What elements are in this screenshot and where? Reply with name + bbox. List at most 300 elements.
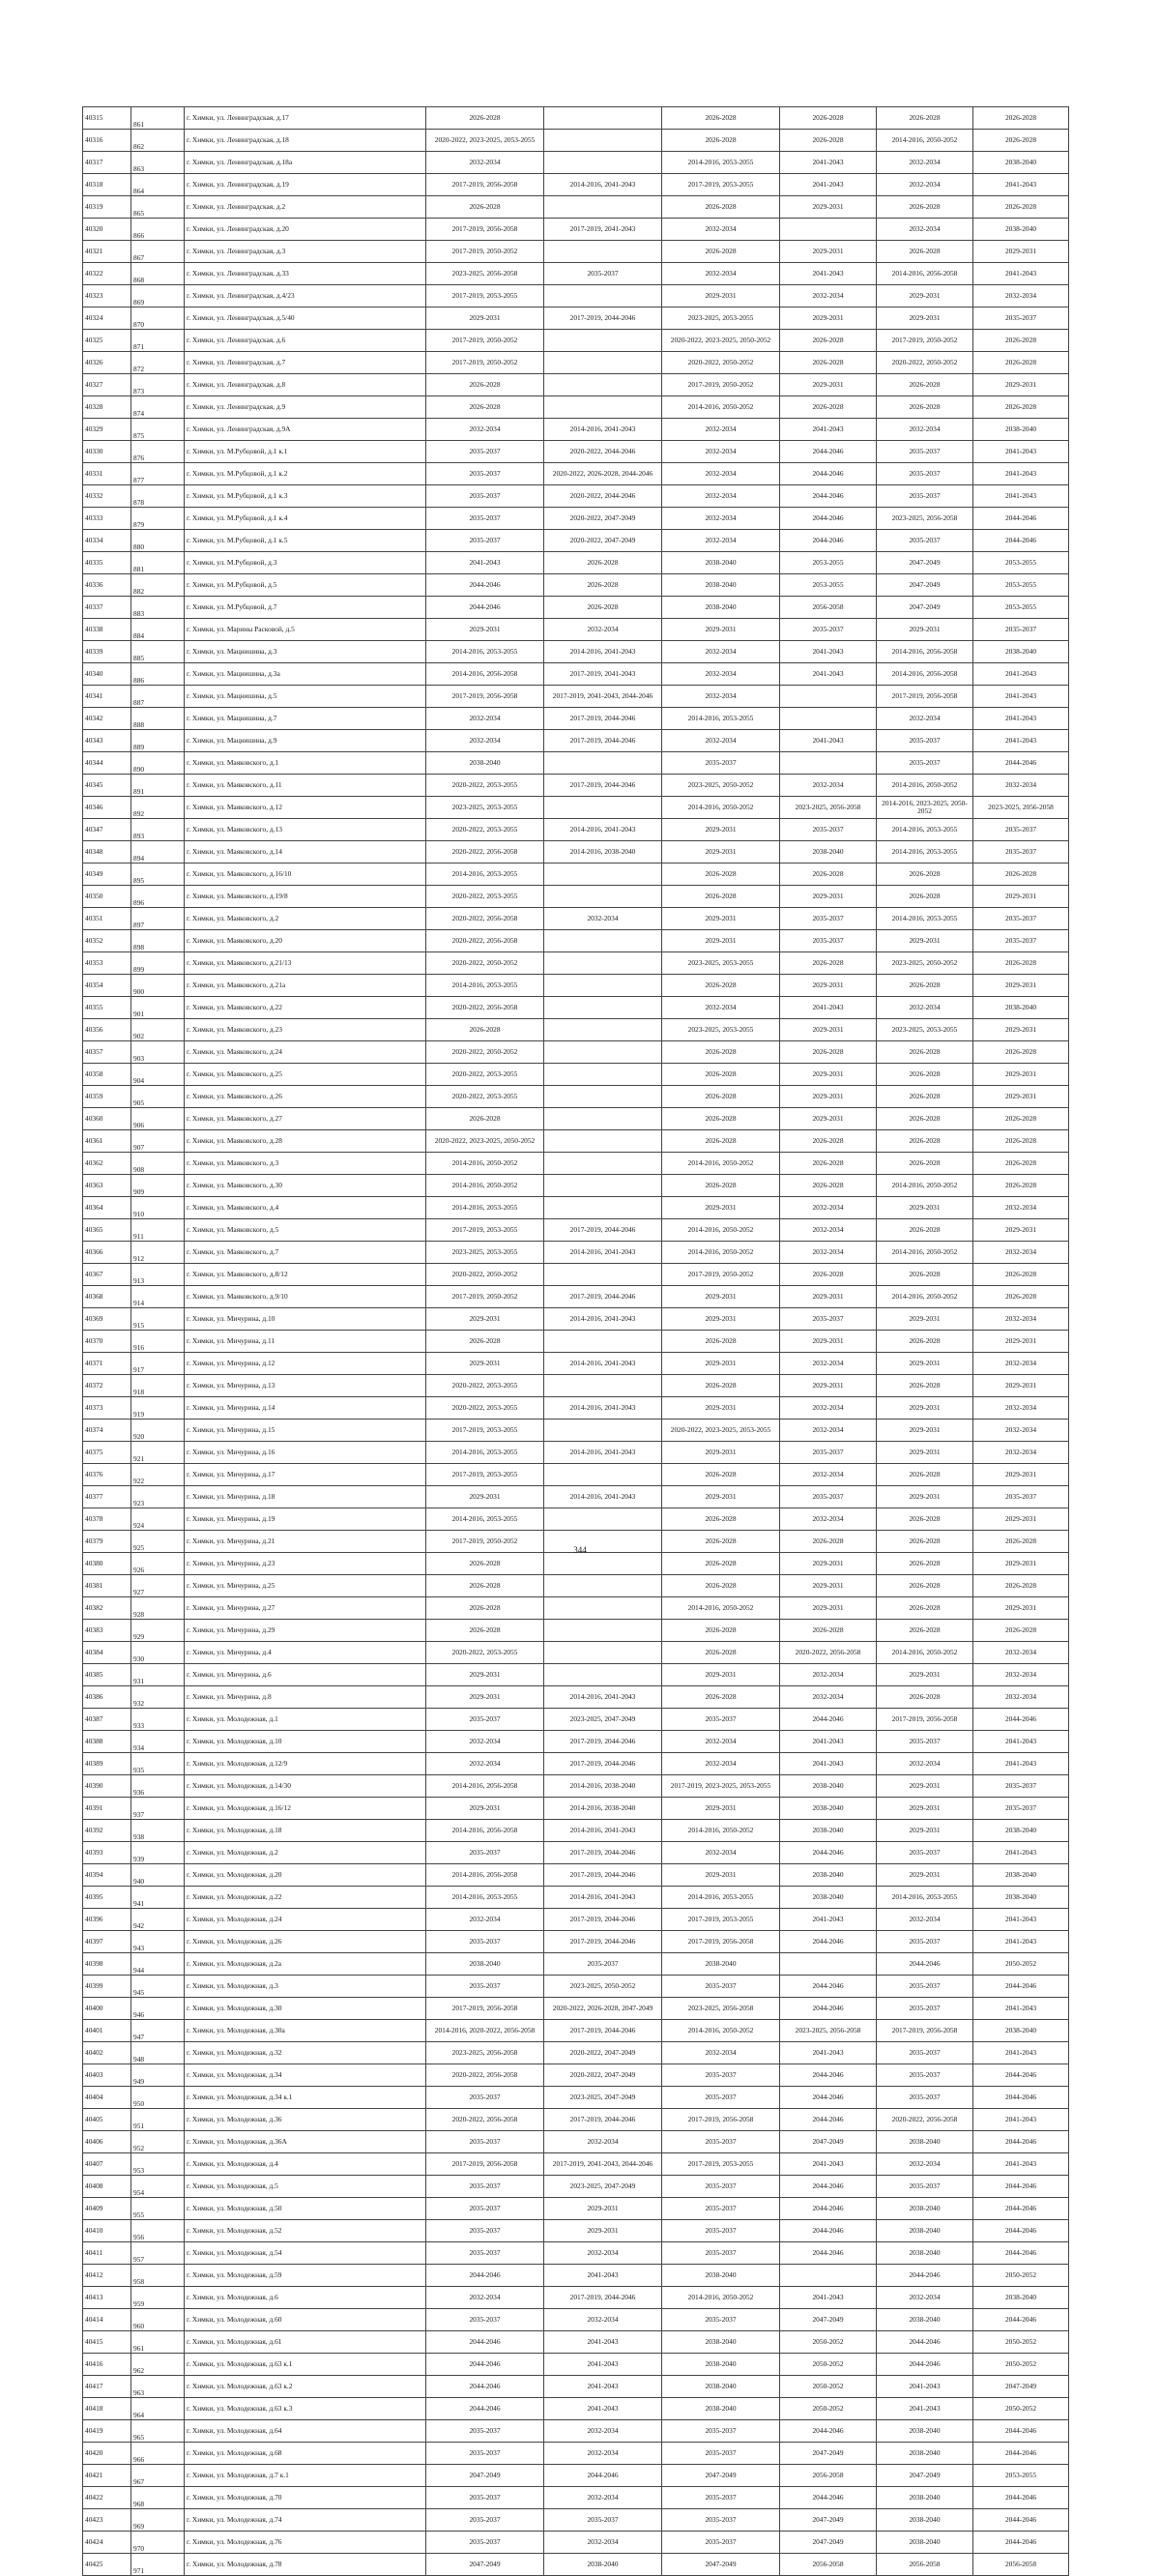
period-col-9-cell: 2032-2034 (973, 1686, 1069, 1709)
period-col-8-cell: 2035-2037 (877, 2087, 973, 2109)
period-col-8-cell: 2044-2046 (877, 2331, 973, 2354)
row-number-cell: 40394 (83, 1864, 131, 1887)
period-col-6-cell: 2032-2034 (662, 641, 780, 663)
period-col-7-cell: 2044-2046 (780, 1709, 877, 1731)
period-col-7-cell (780, 686, 877, 708)
period-col-8-cell: 2032-2034 (877, 1753, 973, 1775)
house-code-cell: 931 (131, 1664, 185, 1686)
period-col-9-cell: 2032-2034 (973, 1420, 1069, 1442)
period-col-6-cell: 2026-2028 (662, 1620, 780, 1642)
table-row (83, 1798, 1069, 1820)
period-col-7-cell: 2032-2034 (780, 1197, 877, 1219)
row-number-cell: 40323 (83, 285, 131, 307)
period-col-4-cell: 2032-2034 (426, 419, 544, 441)
period-col-4-cell: 2017-2019, 2050-2052 (426, 330, 544, 352)
table-row (83, 419, 1069, 441)
period-col-6-cell: 2014-2016, 2050-2052 (662, 797, 780, 819)
table-row (83, 1575, 1069, 1597)
period-col-7-cell (780, 219, 877, 241)
period-col-6-cell: 2023-2025, 2053-2055 (662, 1019, 780, 1041)
period-col-8-cell: 2014-2016, 2053-2055 (877, 841, 973, 864)
address-cell: г. Химки, ул. Ленинградская, д.7 (185, 352, 426, 374)
row-number-cell: 40402 (83, 2042, 131, 2064)
house-code-cell: 881 (131, 552, 185, 574)
period-col-4-cell: 2044-2046 (426, 597, 544, 619)
period-col-5-cell: 2014-2016, 2041-2043 (544, 641, 662, 663)
row-number-cell: 40372 (83, 1375, 131, 1397)
house-code-cell: 914 (131, 1286, 185, 1308)
period-col-5-cell: 2032-2034 (544, 2420, 662, 2443)
house-code-cell: 929 (131, 1620, 185, 1642)
period-col-7-cell: 2029-2031 (780, 1597, 877, 1620)
period-col-5-cell (544, 1197, 662, 1219)
row-number-cell: 40364 (83, 1197, 131, 1219)
period-col-4-cell: 2017-2019, 2050-2052 (426, 1531, 544, 1553)
period-col-7-cell: 2044-2046 (780, 485, 877, 508)
period-col-6-cell: 2014-2016, 2053-2055 (662, 1887, 780, 1909)
period-col-6-cell: 2014-2016, 2050-2052 (662, 1153, 780, 1175)
address-cell: г. Химки, ул. Молодежная, д.2 (185, 1842, 426, 1864)
row-number-cell: 40366 (83, 1242, 131, 1264)
period-col-5-cell (544, 1575, 662, 1597)
row-number-cell: 40397 (83, 1931, 131, 1953)
period-col-6-cell: 2029-2031 (662, 1308, 780, 1331)
address-cell: г. Химки, ул. Ленинградская, д.20 (185, 219, 426, 241)
address-cell: г. Химки, ул. Маяковского, д.27 (185, 1108, 426, 1130)
period-col-7-cell: 2044-2046 (780, 2487, 877, 2509)
period-col-8-cell: 2035-2037 (877, 2042, 973, 2064)
table-row (83, 730, 1069, 752)
period-col-9-cell: 2032-2034 (973, 1442, 1069, 1464)
house-code-cell: 917 (131, 1353, 185, 1375)
period-col-5-cell: 2032-2034 (544, 2131, 662, 2153)
address-cell: г. Химки, ул. Мичурина, д.23 (185, 1553, 426, 1575)
row-number-cell: 40395 (83, 1887, 131, 1909)
table-row (83, 1820, 1069, 1842)
address-cell: г. Химки, ул. Ленинградская, д.18 (185, 130, 426, 152)
period-col-4-cell: 2029-2031 (426, 307, 544, 330)
period-col-7-cell: 2047-2049 (780, 2443, 877, 2465)
table-row (83, 2309, 1069, 2331)
period-col-6-cell: 2035-2037 (662, 2487, 780, 2509)
period-col-9-cell: 2032-2034 (973, 1353, 1069, 1375)
address-cell: г. Химки, ул. Марины Расковой, д.5 (185, 619, 426, 641)
table-row (83, 641, 1069, 663)
address-cell: г. Химки, ул. Маяковского, д.7 (185, 1242, 426, 1264)
row-number-cell: 40382 (83, 1597, 131, 1620)
period-col-8-cell: 2026-2028 (877, 1575, 973, 1597)
period-col-9-cell: 2053-2055 (973, 2465, 1069, 2487)
row-number-cell: 40388 (83, 1731, 131, 1753)
period-col-6-cell: 2032-2034 (662, 419, 780, 441)
address-cell: г. Химки, ул. Молодежная, д.7 к.1 (185, 2465, 426, 2487)
period-col-6-cell: 2035-2037 (662, 2198, 780, 2220)
period-col-7-cell: 2029-2031 (780, 1553, 877, 1575)
period-col-6-cell: 2026-2028 (662, 1464, 780, 1486)
period-col-8-cell: 2038-2040 (877, 2443, 973, 2465)
table-row (83, 819, 1069, 841)
row-number-cell: 40378 (83, 1508, 131, 1531)
address-cell: г. Химки, ул. Молодежная, д.30а (185, 2020, 426, 2042)
period-col-7-cell: 2044-2046 (780, 1842, 877, 1864)
period-col-4-cell: 2035-2037 (426, 2443, 544, 2465)
period-col-7-cell: 2044-2046 (780, 441, 877, 463)
table-row (83, 1620, 1069, 1642)
period-col-5-cell: 2032-2034 (544, 2532, 662, 2554)
address-cell: г. Химки, ул. Мичурина, д.25 (185, 1575, 426, 1597)
table-row (83, 1153, 1069, 1175)
period-col-5-cell (544, 1642, 662, 1664)
period-col-9-cell: 2041-2043 (973, 730, 1069, 752)
period-col-7-cell: 2026-2028 (780, 352, 877, 374)
period-col-8-cell: 2014-2016, 2053-2055 (877, 908, 973, 930)
period-col-8-cell: 2041-2043 (877, 2376, 973, 2398)
period-col-8-cell: 2017-2019, 2050-2052 (877, 330, 973, 352)
row-number-cell: 40406 (83, 2131, 131, 2153)
house-code-cell: 875 (131, 419, 185, 441)
period-col-4-cell: 2029-2031 (426, 1308, 544, 1331)
period-col-5-cell (544, 1019, 662, 1041)
address-cell: г. Химки, ул. М.Рубцовой, д.5 (185, 574, 426, 597)
table-row (83, 2420, 1069, 2443)
table-row (83, 2198, 1069, 2220)
period-col-7-cell: 2026-2028 (780, 130, 877, 152)
table-row (83, 2554, 1069, 2576)
table-row (83, 530, 1069, 552)
period-col-6-cell: 2029-2031 (662, 1486, 780, 1508)
period-col-7-cell: 2026-2028 (780, 1264, 877, 1286)
table-row (83, 2042, 1069, 2064)
address-cell: г. Химки, ул. Маяковского, д.21/13 (185, 952, 426, 975)
period-col-6-cell: 2029-2031 (662, 841, 780, 864)
period-col-9-cell: 2026-2028 (973, 396, 1069, 419)
table-row (83, 352, 1069, 374)
period-col-4-cell: 2035-2037 (426, 530, 544, 552)
address-cell: г. Химки, ул. Молодежная, д.63 к.3 (185, 2398, 426, 2420)
period-col-9-cell: 2029-2031 (973, 1375, 1069, 1397)
period-col-9-cell: 2032-2034 (973, 1308, 1069, 1331)
period-col-9-cell: 2032-2034 (973, 1642, 1069, 1664)
period-col-6-cell: 2014-2016, 2050-2052 (662, 1219, 780, 1242)
address-cell: г. Химки, ул. Маяковского, д.5 (185, 1219, 426, 1242)
house-code-cell: 884 (131, 619, 185, 641)
address-cell: г. Химки, ул. Молодежная, д.76 (185, 2532, 426, 2554)
address-cell: г. Химки, ул. Молодежная, д.18 (185, 1820, 426, 1842)
period-col-8-cell: 2026-2028 (877, 975, 973, 997)
period-col-8-cell: 2029-2031 (877, 1486, 973, 1508)
row-number-cell: 40379 (83, 1531, 131, 1553)
house-code-cell: 951 (131, 2109, 185, 2131)
page-number: 344 (573, 1545, 587, 1555)
period-col-6-cell: 2026-2028 (662, 1064, 780, 1086)
period-col-4-cell: 2014-2016, 2050-2052 (426, 1153, 544, 1175)
period-col-7-cell: 2044-2046 (780, 2242, 877, 2265)
period-col-9-cell: 2038-2040 (973, 419, 1069, 441)
period-col-6-cell: 2017-2019, 2053-2055 (662, 2153, 780, 2176)
table-row (83, 686, 1069, 708)
period-col-7-cell: 2020-2022, 2056-2058 (780, 1642, 877, 1664)
address-cell: г. Химки, ул. Молодежная, д.63 к.1 (185, 2354, 426, 2376)
period-col-9-cell: 2026-2028 (973, 352, 1069, 374)
row-number-cell: 40422 (83, 2487, 131, 2509)
address-cell: г. Химки, ул. Маяковского, д.21а (185, 975, 426, 997)
table-row (83, 1597, 1069, 1620)
period-col-6-cell: 2026-2028 (662, 1086, 780, 1108)
period-col-5-cell (544, 1064, 662, 1086)
period-col-5-cell: 2020-2022, 2026-2028, 2044-2046 (544, 463, 662, 485)
period-col-4-cell: 2035-2037 (426, 508, 544, 530)
period-col-7-cell: 2044-2046 (780, 2064, 877, 2087)
period-col-6-cell: 2017-2019, 2050-2052 (662, 374, 780, 396)
period-col-4-cell: 2014-2016, 2056-2058 (426, 1820, 544, 1842)
period-col-8-cell: 2029-2031 (877, 1442, 973, 1464)
period-col-5-cell: 2032-2034 (544, 908, 662, 930)
period-col-8-cell: 2014-2016, 2050-2052 (877, 1286, 973, 1308)
address-cell: г. Химки, ул. Ленинградская, д.3 (185, 241, 426, 263)
period-col-8-cell: 2014-2016, 2050-2052 (877, 775, 973, 797)
row-number-cell: 40383 (83, 1620, 131, 1642)
period-col-6-cell: 2029-2031 (662, 1353, 780, 1375)
period-col-6-cell: 2038-2040 (662, 1953, 780, 1976)
period-col-9-cell: 2041-2043 (973, 686, 1069, 708)
period-col-7-cell: 2044-2046 (780, 2420, 877, 2443)
house-code-cell: 945 (131, 1976, 185, 1998)
period-col-9-cell: 2035-2037 (973, 619, 1069, 641)
address-cell: г. Химки, ул. М.Рубцовой, д.1 к.4 (185, 508, 426, 530)
period-col-5-cell: 2041-2043 (544, 2331, 662, 2354)
table-row (83, 708, 1069, 730)
period-col-5-cell: 2017-2019, 2044-2046 (544, 2020, 662, 2042)
house-code-cell: 889 (131, 730, 185, 752)
table-row (83, 2109, 1069, 2131)
period-col-6-cell: 2026-2028 (662, 1575, 780, 1597)
period-col-6-cell: 2035-2037 (662, 2064, 780, 2087)
table-row (83, 152, 1069, 174)
period-col-5-cell (544, 396, 662, 419)
table-row (83, 174, 1069, 196)
row-number-cell: 40337 (83, 597, 131, 619)
table-row (83, 997, 1069, 1019)
address-cell: г. Химки, ул. Мичурина, д.17 (185, 1464, 426, 1486)
period-col-7-cell: 2044-2046 (780, 2198, 877, 2220)
period-col-9-cell: 2044-2046 (973, 1709, 1069, 1731)
address-cell: г. Химки, ул. Молодежная, д.22 (185, 1887, 426, 1909)
period-col-5-cell: 2017-2019, 2041-2043 (544, 663, 662, 686)
period-col-7-cell: 2047-2049 (780, 2309, 877, 2331)
period-col-4-cell: 2026-2028 (426, 1597, 544, 1620)
period-col-6-cell: 2017-2019, 2053-2055 (662, 174, 780, 196)
period-col-5-cell (544, 241, 662, 263)
table-row (83, 975, 1069, 997)
period-col-8-cell: 2014-2016, 2050-2052 (877, 1642, 973, 1664)
row-number-cell: 40407 (83, 2153, 131, 2176)
row-number-cell: 40341 (83, 686, 131, 708)
period-col-4-cell: 2020-2022, 2023-2025, 2050-2052 (426, 1130, 544, 1153)
period-col-8-cell: 2032-2034 (877, 174, 973, 196)
period-col-4-cell: 2026-2028 (426, 1620, 544, 1642)
period-col-5-cell: 2032-2034 (544, 2443, 662, 2465)
house-code-cell: 861 (131, 107, 185, 130)
house-code-cell: 947 (131, 2020, 185, 2042)
period-col-7-cell: 2026-2028 (780, 864, 877, 886)
table-row (83, 1486, 1069, 1508)
address-cell: г. Химки, ул. Ленинградская, д.5/40 (185, 307, 426, 330)
address-cell: г. Химки, ул. Молодежная, д.4 (185, 2153, 426, 2176)
period-col-8-cell: 2023-2025, 2050-2052 (877, 952, 973, 975)
period-col-6-cell: 2035-2037 (662, 2087, 780, 2109)
table-row (83, 1864, 1069, 1887)
row-number-cell: 40384 (83, 1642, 131, 1664)
row-number-cell: 40411 (83, 2242, 131, 2265)
period-col-4-cell: 2032-2034 (426, 1731, 544, 1753)
period-col-6-cell: 2017-2019, 2050-2052 (662, 1264, 780, 1286)
house-code-cell: 930 (131, 1642, 185, 1664)
period-col-9-cell: 2029-2031 (973, 1331, 1069, 1353)
table-row (83, 1709, 1069, 1731)
period-col-4-cell: 2020-2022, 2056-2058 (426, 997, 544, 1019)
table-row (83, 1508, 1069, 1531)
period-col-5-cell: 2014-2016, 2041-2043 (544, 419, 662, 441)
table-row (83, 1642, 1069, 1664)
address-cell: г. Химки, ул. Маяковского, д.14 (185, 841, 426, 864)
period-col-7-cell: 2026-2028 (780, 1041, 877, 1064)
period-col-6-cell: 2026-2028 (662, 1375, 780, 1397)
address-cell: г. Химки, ул. М.Рубцовой, д.1 к.1 (185, 441, 426, 463)
house-code-cell: 913 (131, 1264, 185, 1286)
table-row (83, 263, 1069, 285)
period-col-4-cell: 2020-2022, 2053-2055 (426, 819, 544, 841)
period-col-5-cell: 2017-2019, 2044-2046 (544, 730, 662, 752)
period-col-8-cell: 2014-2016, 2053-2055 (877, 1887, 973, 1909)
period-col-8-cell: 2035-2037 (877, 1976, 973, 1998)
row-number-cell: 40400 (83, 1998, 131, 2020)
period-col-4-cell: 2026-2028 (426, 1575, 544, 1597)
period-col-7-cell: 2047-2049 (780, 2131, 877, 2153)
table-row (83, 2487, 1069, 2509)
house-code-cell: 932 (131, 1686, 185, 1709)
period-col-9-cell: 2044-2046 (973, 2220, 1069, 2242)
table-row (83, 1464, 1069, 1486)
table-row (83, 1397, 1069, 1420)
table-row (83, 2376, 1069, 2398)
period-col-9-cell: 2038-2040 (973, 2020, 1069, 2042)
row-number-cell: 40350 (83, 886, 131, 908)
period-col-4-cell: 2041-2043 (426, 552, 544, 574)
table-row (83, 663, 1069, 686)
row-number-cell: 40324 (83, 307, 131, 330)
period-col-7-cell: 2026-2028 (780, 330, 877, 352)
house-code-cell: 941 (131, 1887, 185, 1909)
address-cell: г. Химки, ул. Мичурина, д.16 (185, 1442, 426, 1464)
period-col-6-cell: 2026-2028 (662, 1041, 780, 1064)
house-code-cell: 926 (131, 1553, 185, 1575)
period-col-4-cell: 2017-2019, 2053-2055 (426, 1464, 544, 1486)
address-cell: г. Химки, ул. Мацнишина, д.9 (185, 730, 426, 752)
period-col-6-cell: 2023-2025, 2056-2058 (662, 1998, 780, 2020)
period-col-9-cell: 2041-2043 (973, 485, 1069, 508)
table-row (83, 1998, 1069, 2020)
period-col-7-cell: 2029-2031 (780, 1086, 877, 1108)
period-col-4-cell: 2035-2037 (426, 2420, 544, 2443)
row-number-cell: 40338 (83, 619, 131, 641)
period-col-6-cell: 2035-2037 (662, 2131, 780, 2153)
period-col-4-cell: 2017-2019, 2053-2055 (426, 1420, 544, 1442)
period-col-8-cell: 2038-2040 (877, 2509, 973, 2532)
address-cell: г. Химки, ул. Молодежная, д.20 (185, 1864, 426, 1887)
address-cell: г. Химки, ул. Маяковского, д.3 (185, 1153, 426, 1175)
period-col-9-cell: 2035-2037 (973, 930, 1069, 952)
row-number-cell: 40316 (83, 130, 131, 152)
period-col-4-cell: 2017-2019, 2056-2058 (426, 1998, 544, 2020)
period-col-6-cell: 2029-2031 (662, 285, 780, 307)
period-col-6-cell: 2032-2034 (662, 997, 780, 1019)
period-col-7-cell: 2032-2034 (780, 285, 877, 307)
table-row (83, 1553, 1069, 1575)
house-code-cell: 927 (131, 1575, 185, 1597)
period-col-8-cell: 2038-2040 (877, 2309, 973, 2331)
house-code-cell: 867 (131, 241, 185, 263)
period-col-5-cell: 2014-2016, 2038-2040 (544, 1775, 662, 1798)
period-col-7-cell: 2029-2031 (780, 975, 877, 997)
period-col-9-cell: 2050-2052 (973, 2354, 1069, 2376)
period-col-9-cell: 2026-2028 (973, 1041, 1069, 1064)
period-col-4-cell: 2035-2037 (426, 2309, 544, 2331)
period-col-6-cell: 2029-2031 (662, 930, 780, 952)
period-col-7-cell: 2029-2031 (780, 196, 877, 219)
period-col-6-cell: 2020-2022, 2023-2025, 2053-2055 (662, 1420, 780, 1442)
period-col-9-cell: 2026-2028 (973, 1264, 1069, 1286)
period-col-6-cell: 2029-2031 (662, 819, 780, 841)
row-number-cell: 40390 (83, 1775, 131, 1798)
period-col-5-cell: 2017-2019, 2041-2043, 2044-2046 (544, 686, 662, 708)
table-row (83, 2242, 1069, 2265)
period-col-5-cell: 2017-2019, 2041-2043, 2044-2046 (544, 2153, 662, 2176)
period-col-4-cell: 2023-2025, 2053-2055 (426, 1242, 544, 1264)
period-col-6-cell: 2032-2034 (662, 1753, 780, 1775)
period-col-7-cell: 2029-2031 (780, 374, 877, 396)
period-col-6-cell: 2035-2037 (662, 2420, 780, 2443)
house-code-cell: 893 (131, 819, 185, 841)
period-col-4-cell: 2026-2028 (426, 107, 544, 130)
period-col-6-cell: 2014-2016, 2050-2052 (662, 2287, 780, 2309)
period-col-7-cell: 2029-2031 (780, 1019, 877, 1041)
period-col-4-cell: 2017-2019, 2050-2052 (426, 352, 544, 374)
house-code-cell: 935 (131, 1753, 185, 1775)
period-col-8-cell: 2026-2028 (877, 1041, 973, 1064)
period-col-5-cell (544, 1175, 662, 1197)
address-cell: г. Химки, ул. Маяковского, д.22 (185, 997, 426, 1019)
period-col-4-cell: 2035-2037 (426, 2242, 544, 2265)
row-number-cell: 40336 (83, 574, 131, 597)
period-col-6-cell: 2020-2022, 2023-2025, 2050-2052 (662, 330, 780, 352)
table-row (83, 196, 1069, 219)
table-row (83, 1108, 1069, 1130)
period-col-5-cell: 2026-2028 (544, 597, 662, 619)
period-col-6-cell: 2032-2034 (662, 1731, 780, 1753)
period-col-8-cell: 2026-2028 (877, 1553, 973, 1575)
period-col-5-cell (544, 1331, 662, 1353)
house-code-cell: 964 (131, 2398, 185, 2420)
row-number-cell: 40421 (83, 2465, 131, 2487)
period-col-4-cell: 2020-2022, 2053-2055 (426, 1086, 544, 1108)
address-cell: г. Химки, ул. Молодежная, д.68 (185, 2443, 426, 2465)
period-col-4-cell: 2014-2016, 2053-2055 (426, 1887, 544, 1909)
period-col-9-cell: 2029-2031 (973, 1086, 1069, 1108)
table-row (83, 2064, 1069, 2087)
period-col-7-cell: 2056-2058 (780, 597, 877, 619)
house-code-cell: 902 (131, 1019, 185, 1041)
period-col-4-cell: 2035-2037 (426, 441, 544, 463)
